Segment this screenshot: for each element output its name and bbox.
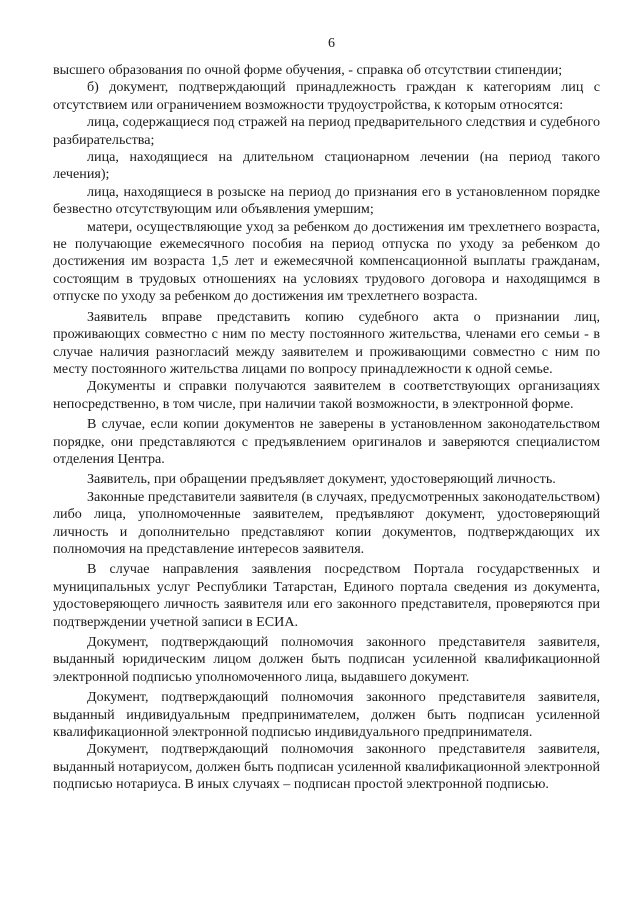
paragraph-court-act: Заявитель вправе представить копию судебного акта о признании лиц, проживающих совместно с ним по месту постоянного жительства, членами его семьи - в случае наличия разногласий между заявителем и проживающими совместно с ним по месту постоянного жительства лицами по вопросу принадлежности к одной семье. bbox=[53, 308, 600, 377]
paragraph-portal-submission: В случае направления заявления посредством Портала государственных и муниципальных услуг Республики Татарстан, Единого портала сведения из документа, удостоверяющего личность заявителя или его законного представителя, проверяются при подтверждении учетной записи в ЕСИА. bbox=[53, 561, 600, 630]
paragraph-documents-obtained: Документы и справки получаются заявителем в соответствующих организациях непосредственно, в том числе, при наличии такой возможности, в электронной форме. bbox=[53, 378, 600, 412]
paragraph-inpatient-persons: лица, находящиеся на длительном стационарном лечении (на период такого лечения); bbox=[53, 149, 600, 183]
paragraph-notary-signature: Документ, подтверждающий полномочия законного представителя заявителя, выданный нотариусом, должен быть подписан усиленной квалификационной электронной подписью нотариуса. В иных случаях – подписан простой электронной подписью. bbox=[53, 741, 600, 793]
paragraph-legal-representatives: Законные представители заявителя (в случаях, предусмотренных законодательством) либо лица, уполномоченные заявителем, предъявляют документ, удостоверяющий личность и дополнительно представляют копии документов, подтверждающих их полномочия на представление интересов заявителя. bbox=[53, 488, 600, 557]
paragraph-entrepreneur-signature: Документ, подтверждающий полномочия законного представителя заявителя, выданный индивидуальным предпринимателем, должен быть подписан усиленной квалификационной электронной подписью индивидуального предпринимателя. bbox=[53, 689, 600, 741]
paragraph-identity-document: Заявитель, при обращении предъявляет документ, удостоверяющий личность. bbox=[87, 471, 556, 488]
paragraph-copies-certification: В случае, если копии документов не заверены в установленном законодательством порядке, они представляются с предъявлением оригиналов и заверяются специалистом отделения Центра. bbox=[53, 416, 600, 467]
paragraph-wanted-persons: лица, находящиеся в розыске на период до признания его в установленном порядке безвестно отсутствующим или объявления умершим; bbox=[53, 183, 600, 218]
paragraph-detained-persons: лица, содержащиеся под стражей на период предварительного следствия и судебного разбирательства; bbox=[53, 114, 600, 148]
paragraph-item-b: б) документ, подтверждающий принадлежность граждан к категориям лиц с отсутствием или ограничением возможности трудоустройства, к которым относятся: bbox=[53, 79, 600, 113]
paragraph-legal-entity-signature: Документ, подтверждающий полномочия законного представителя заявителя, выданный юридическим лицом должен быть подписан усиленной квалификационной электронной подписью уполномоченного лица, выдавшего документ. bbox=[53, 634, 600, 685]
paragraph-mothers: матери, осуществляющие уход за ребенком до достижения им трехлетнего возраста, не получающие ежемесячного пособия на период отпуска по уходу за ребенком до достижения им возраста 1,5 лет и ежемесячной компенсационной выплаты гражданам, состоящим в трудовых отношениях на условиях трудового договора и находящимся в отпуске по уходу за ребенком до достижения им трехлетнего возраста. bbox=[53, 218, 600, 305]
page-number: 6 bbox=[328, 36, 335, 51]
paragraph-continuation: высшего образования по очной форме обучения, - справка об отсутствии стипендии; bbox=[53, 62, 563, 78]
